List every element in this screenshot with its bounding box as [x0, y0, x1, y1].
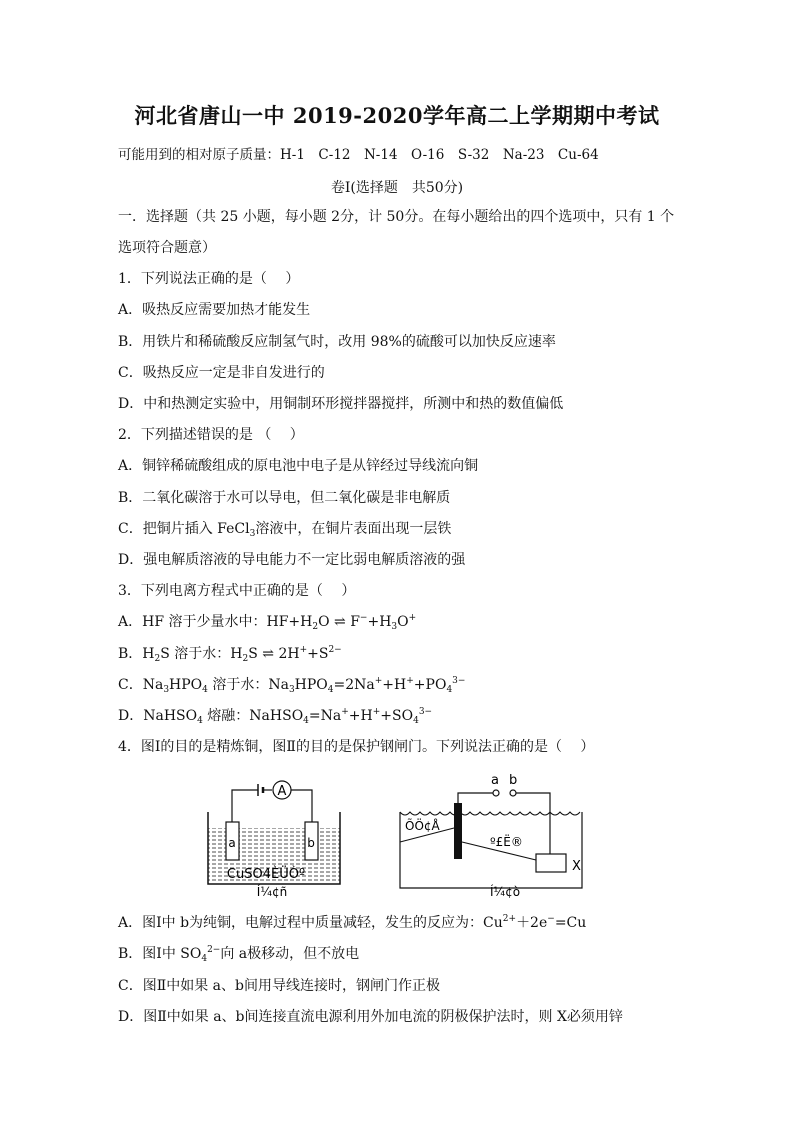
question-4-option-b: B．图Ⅰ中 $SO_4^{2-}$向 a极移动，但不放电 — [118, 945, 360, 964]
water-surface — [400, 812, 580, 815]
gate-label: ÕÖ¢Å — [405, 819, 440, 833]
question-4-option-c: C．图Ⅱ中如果 a、b间用导线连接时，钢闸门作正极 — [118, 978, 440, 994]
terminal-a-label: a — [491, 773, 499, 788]
question-4-option-a: A．图Ⅰ中 b为纯铜，电解过程中质量减轻，发生的反应为：$Cu^{2+}+2e^-=Cu$ — [118, 914, 587, 931]
ammeter-label: A — [277, 784, 287, 799]
atomic-masses: 可能用到的相对原子质量：H-1 C-12 N-14 O-16 S-32 Na-23 Cu-64 — [118, 147, 599, 163]
terminal-a — [493, 790, 499, 796]
question-1-option-b: B．用铁片和稀硫酸反应制氢气时，改用 98%的硫酸可以加快反应速率 — [118, 334, 556, 350]
question-1-stem: 1．下列说法正确的是（ ） — [118, 271, 300, 287]
question-3-option-c: C．$Na_3HPO_4$ 溶于水：$Na_3HPO_4=2Na^++H^++PO_4^{3-}$ — [118, 676, 466, 695]
electrode-a-label: a — [228, 836, 236, 850]
electrode-b-label: b — [307, 836, 315, 850]
question-2-option-c: C．把铜片插入 FeCl$_3$溶液中，在铜片表面出现一层铁 — [118, 521, 452, 539]
question-2-option-b: B．二氧化碳溶于水可以导电，但二氧化碳是非电解质 — [118, 490, 451, 506]
question-2-stem: 2．下列描述错误的是 （ ） — [118, 427, 304, 443]
question-1-option-a: A．吸热反应需要加热才能发生 — [118, 302, 311, 318]
question-2-option-d: D．强电解质溶液的导电能力不一定比弱电解质溶液的强 — [118, 552, 466, 568]
wire-to-x — [516, 793, 550, 862]
block-x-label: X — [572, 859, 581, 874]
question-3-option-d: D．NaHSO$_4$ 熔融：$NaHSO_4=Na^++H^++SO_4^{3-}$ — [118, 707, 433, 726]
instructions-line1: 一．选择题（共 25 小题，每小题 2分，计 50分。在每小题给出的四个选项中，只有 1 个 — [118, 209, 675, 225]
solution-label: CuSO4ÈÜÒº — [226, 867, 306, 882]
terminal-b — [510, 790, 516, 796]
figure-2-caption: Í¼¢ò — [490, 885, 521, 899]
question-1-option-c: C．吸热反应一定是非自发进行的 — [118, 365, 325, 381]
wire-to-gate — [458, 793, 493, 803]
question-3-stem: 3．下列电离方程式中正确的是（ ） — [118, 583, 356, 599]
exam-title: 河北省唐山一中 2019-2020学年高二上学期期中考试 — [134, 103, 660, 128]
instructions-line2: 选项符合题意） — [118, 240, 216, 256]
question-2-option-a: A．铜锌稀硫酸组成的原电池中电子是从锌经过导线流向铜 — [118, 458, 479, 474]
terminal-b-label: b — [509, 773, 518, 788]
figure-1-electrolysis-cell — [208, 781, 340, 899]
figure-2-gate-protection — [400, 773, 582, 899]
section-heading: 卷Ⅰ(选择题 共50分) — [330, 180, 464, 196]
question-4-stem: 4．图Ⅰ的目的是精炼铜，图Ⅱ的目的是保护钢闸门。下列说法正确的是（ ） — [118, 739, 595, 755]
steel-gate — [454, 803, 462, 859]
question-4-option-d: D．图Ⅱ中如果 a、b间连接直流电源利用外加电流的阴极保护法时，则 X必须用锌 — [118, 1009, 623, 1025]
figure-1-caption: Í¼¢ñ — [256, 885, 288, 899]
block-x — [536, 854, 566, 872]
question-3-option-b: B．$H_2S$ 溶于水：$H_2S$ ⇌ $2H^++S^{2-}$ — [118, 645, 342, 664]
question-3-option-a: A．HF 溶于少量水中：$HF+H_2O$ ⇌ $F^-+H_3O^+$ — [118, 613, 417, 632]
seawater-label: º£Ë® — [490, 835, 523, 849]
question-4-figures — [200, 770, 600, 900]
question-1-option-d: D．中和热测定实验中，用铜制环形搅拌器搅拌，所测中和热的数值偏低 — [118, 396, 564, 412]
